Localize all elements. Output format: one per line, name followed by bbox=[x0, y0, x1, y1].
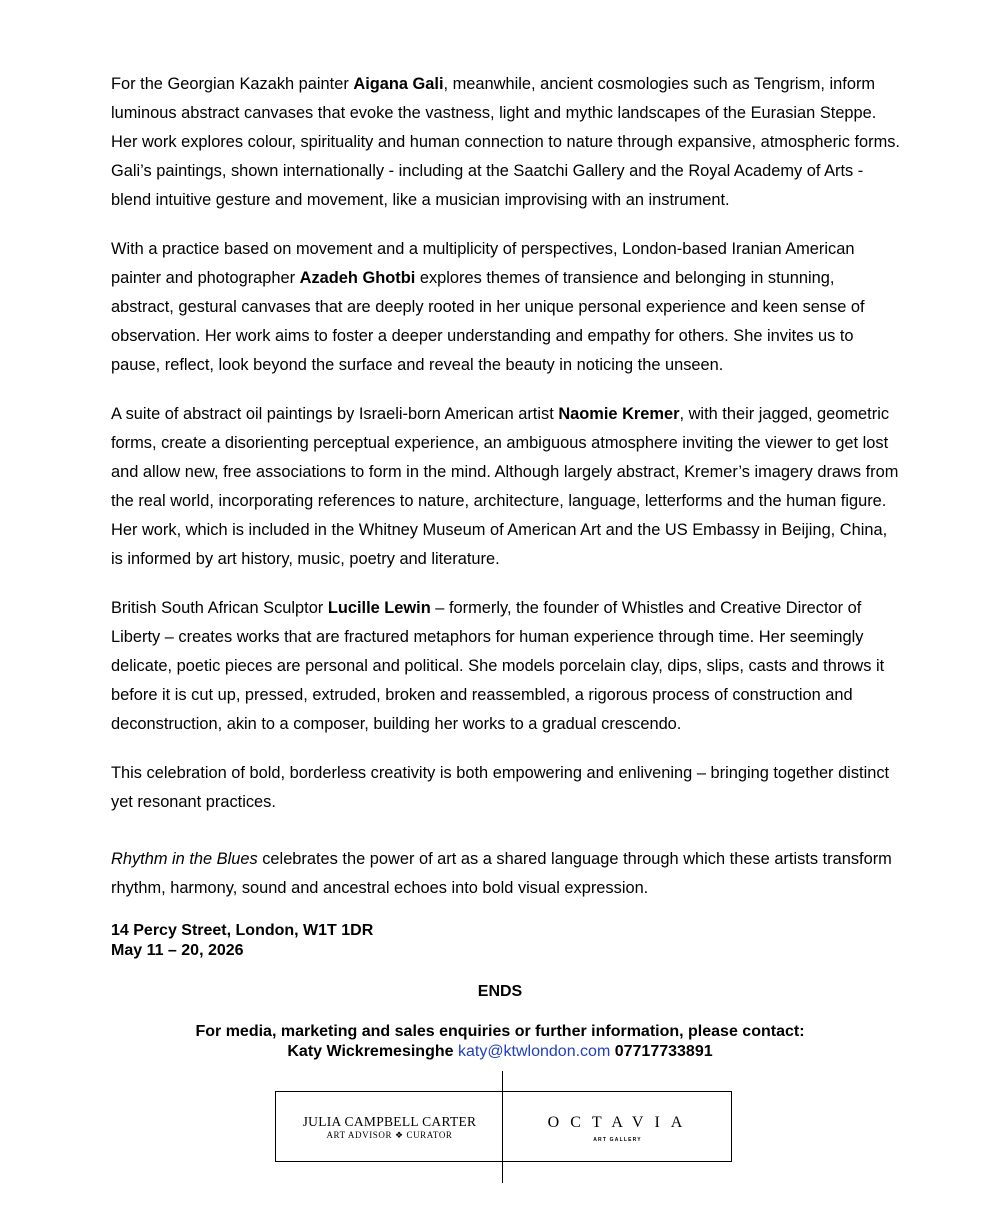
paragraph-closing bbox=[111, 845, 901, 903]
paragraph-text: A suite of abstract oil paintings by Israeli-born American artist bbox=[111, 405, 559, 423]
contact-email-link[interactable]: katy@ktwlondon.com bbox=[457, 1043, 611, 1060]
contact-heading: For media, marketing and sales enquiries or further information, please contact: bbox=[195, 1023, 805, 1040]
press-release-body bbox=[111, 70, 901, 961]
paragraph-text: , meanwhile, ancient cosmologies such as Tengrism, inform luminous abstract canvases that evoke the vastness, light and mythic landscapes of the Eurasian Steppe. Her work explores colour, spirituality and human connection to nature through expansive, atmospheric forms. Gali’s paintings, shown internationally - including at the Saatchi Gallery and the Royal Academy of Arts - blend intuitive gesture and movement, like a musician improvising with an instrument. bbox=[111, 75, 900, 209]
logo-right-subtitle: ART GALLERY bbox=[593, 1137, 642, 1143]
paragraph-celebration: This celebration of bold, borderless creativity is both empowering and enlivening – bringing together distinct yet resonant practices. bbox=[111, 764, 890, 811]
contact-block bbox=[0, 1022, 1000, 1062]
artist-name: Azadeh Ghotbi bbox=[299, 269, 416, 287]
exhibition-address: 14 Percy Street, London, W1T 1DR bbox=[111, 922, 374, 939]
contact-name: Katy Wickremesinghe bbox=[287, 1043, 454, 1060]
paragraph-text: , with their jagged, geometric forms, create a disorienting perceptual experience, an ambiguous atmosphere inviting the viewer to get lost and allow new, free associations to form in the mind. Although largely abstract, Kremer’s imagery draws from the real world, incorporating references to nature, architecture, language, letterforms and the human figure. Her work, which is included in the Whitney Museum of American Art and the US Embassy in Beijing, China, is informed by art history, music, poetry and literature. bbox=[111, 405, 899, 568]
exhibition-details bbox=[111, 921, 901, 961]
exhibition-dates: May 11 – 20, 2026 bbox=[111, 942, 244, 959]
paragraph-text: For the Georgian Kazakh painter bbox=[111, 75, 354, 93]
paragraph-text: British South African Sculptor bbox=[111, 599, 328, 617]
paragraph-lucille-lewin bbox=[111, 594, 901, 739]
ends-marker: ENDS bbox=[477, 983, 523, 1000]
artist-name: Naomie Kremer bbox=[558, 405, 680, 423]
logo-left-subtitle: ART ADVISOR ❖ CURATOR bbox=[326, 1130, 453, 1140]
paragraph-text: – formerly, the founder of Whistles and Creative Director of Liberty – creates works that are fractured metaphors for human experience through time. Her seemingly delicate, poetic pieces are personal and political. She models porcelain clay, dips, slips, casts and throws it before it is cut up, pressed, extruded, broken and reassembled, a rigorous process of construction and deconstruction, akin to a composer, building her works to a gradual crescendo. bbox=[111, 599, 885, 733]
paragraph-aigana-gali bbox=[111, 70, 901, 215]
paragraph-text: explores themes of transience and belonging in stunning, abstract, gestural canvases that are deeply rooted in her unique personal experience and keen sense of observation. Her work aims to foster a deeper understanding and empathy for others. She invites us to pause, reflect, look beyond the surface and reveal the beauty in noticing the unseen. bbox=[111, 269, 865, 374]
octavia-gallery-logo bbox=[504, 1092, 731, 1161]
logo-right-name: OCTAVIA bbox=[547, 1114, 694, 1131]
artist-name: Lucille Lewin bbox=[327, 599, 431, 617]
exhibition-title: Rhythm in the Blues bbox=[111, 850, 258, 868]
paragraph-azadeh-ghotbi bbox=[111, 235, 901, 380]
paragraph-text: With a practice based on movement and a multiplicity of perspectives, London-based Iranian American painter and photographer bbox=[111, 240, 855, 287]
artist-name: Aigana Gali bbox=[353, 75, 444, 93]
logos-box bbox=[275, 1091, 732, 1162]
contact-phone: 07717733891 bbox=[614, 1043, 713, 1060]
paragraph-naomie-kremer bbox=[111, 400, 901, 574]
julia-campbell-carter-logo bbox=[276, 1092, 503, 1161]
contact-line bbox=[0, 1042, 1000, 1062]
logo-left-name: JULIA CAMPBELL CARTER bbox=[302, 1114, 477, 1129]
paragraph-text: celebrates the power of art as a shared language through which these artists transform rhythm, harmony, sound and ancestral echoes into bold visual expression. bbox=[111, 850, 892, 897]
